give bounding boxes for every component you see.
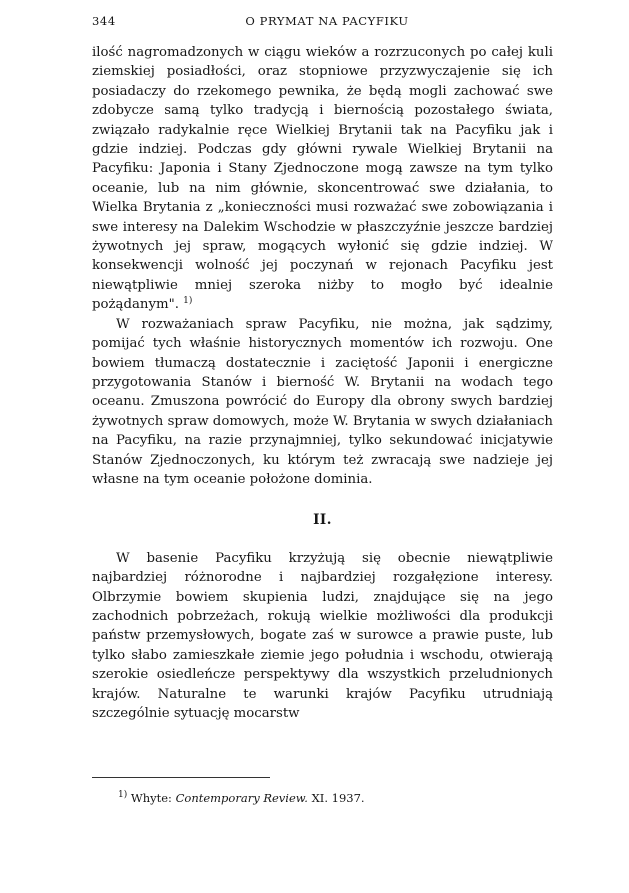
footnote-reference: 1) (183, 296, 193, 307)
footnote (118, 790, 538, 806)
footnote-marker: 1) (118, 790, 128, 800)
paragraph-text: ilość nagromadzonych w ciągu wieków a rozrzuconych po całej kuli ziemskiej posiadłości, oraz stopniowe przyzwyczajenie się ich posiadaczy do rzekomego pewnika, że będą mogli zachować swe zdobycze samą tylko tradycją i biernością pozostałego świata, związało radykalnie ręce Wielkiej Brytanii tak na Pacyfiku jak i gdzie indziej. Podczas gdy główni rywale Wielkiej Brytanii na Pacyfiku: Japonia i Stany Zjednoczone mogą zawsze na tym tylko oceanie, lub na nim głównie, skoncentrować swe działania, to Wielka Brytania z „konieczności musi rozważać swe zobowiązania i swe interesy na Dalekim Wschodzie w płaszczyźnie jeszcze bardziej żywotnych jej spraw, mogących wyłonić się gdzie indziej. W konsekwencji wolność jej poczynań w rejonach Pacyfiku jest niewątpliwie mniej szeroka niżby to mogło być idealnie pożądanym". (92, 45, 553, 313)
running-title: O PRYMAT NA PACYFIKU (245, 14, 409, 28)
page-header (92, 14, 562, 32)
paragraph-continued (92, 43, 553, 315)
page-number: 344 (92, 14, 116, 28)
section-heading: II. (313, 512, 332, 529)
paragraph: W rozważaniach spraw Pacyfiku, nie można, jak sądzimy, pomijać tych właśnie historycznych momentów ich rozwoju. One bowiem tłumaczą dostatecznie i zaciętość Japonii i energiczne przygotowania Stanów i bierność W. Brytanii na wodach tego oceanu. Zmuszona powrócić do Europy dla obrony swych bardziej żywotnych spraw domowych, może W. Brytania w swych działaniach na Pacyfiku, na razie przynajmniej, tylko sekundować inicjatywie Stanów Zjednoczonych, ku którym też zwracają swe nadzieje jej własne na tym oceanie położone dominia. (92, 316, 553, 487)
body-text (92, 43, 553, 723)
footnote-divider (92, 777, 270, 778)
footnote-author: Whyte: (130, 791, 172, 805)
footnote-details: XI. 1937. (311, 791, 365, 805)
paragraph: W basenie Pacyfiku krzyżują się obecnie niewątpliwie najbardziej różnorodne i najbardziej rozgałęzione interesy. Olbrzymie bowiem skupienia ludzi, znajdujące się na jego zachodnich pobrzeżach, rokują wielkie możliwości dla produkcji państw przemysłowych, bogate zaś w surowce a prawie puste, lub tylko słabo zamieszkałe ziemie jego południa i wschodu, otwierają szerokie osiedleńcze perspektywy dla wszystkich przeludnionych krajów. Naturalne te warunki krajów Pacyfiku utrudniają szczególnie sytuację mocarstw (92, 550, 553, 721)
footnote-source: Contemporary Review. (175, 791, 308, 805)
